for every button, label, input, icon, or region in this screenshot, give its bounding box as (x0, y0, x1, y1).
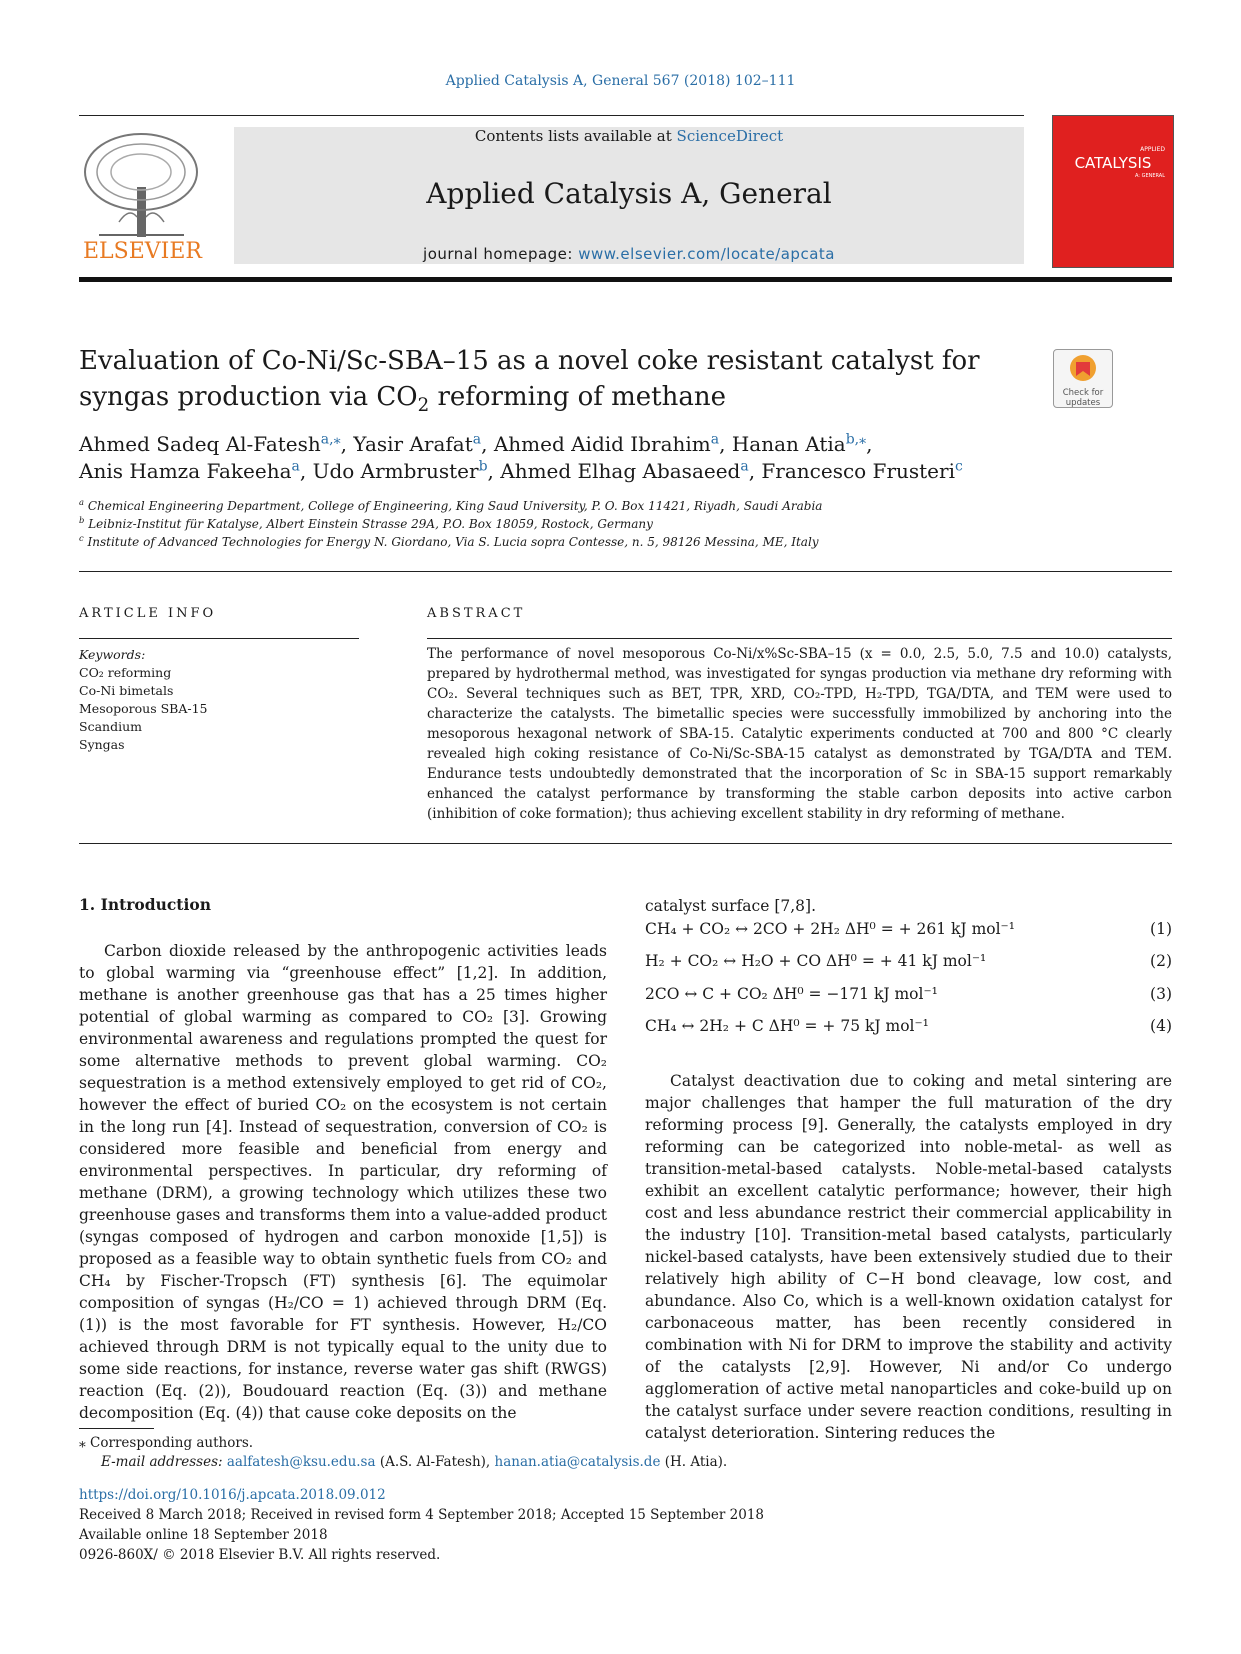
equation-body: 2CO ↔ C + CO₂ ΔH⁰ = −171 kJ mol⁻¹ (645, 985, 938, 1003)
journal-banner (234, 127, 1024, 264)
equation-row (645, 920, 1172, 942)
author-name: , (866, 432, 873, 456)
equation-body: CH₄ + CO₂ ↔ 2CO + 2H₂ ΔH⁰ = + 261 kJ mol⁻¹ (645, 920, 1015, 938)
title-text-2: reforming of methane (429, 382, 727, 412)
right-column-lead: catalyst surface [7,8]. (645, 897, 816, 915)
equation-body: CH₄ ↔ 2H₂ + C ΔH⁰ = + 75 kJ mol⁻¹ (645, 1017, 929, 1035)
email-line (101, 1453, 727, 1472)
author-line-2 (79, 458, 1079, 485)
keywords-block (79, 646, 359, 754)
author-list (79, 431, 1079, 485)
homepage-line (234, 245, 1024, 263)
journal-name: Applied Catalysis A, General (426, 177, 832, 210)
keywords-label: Keywords: (79, 647, 146, 662)
cover-title: CATALYSIS (1074, 154, 1152, 172)
received-dates: Received 8 March 2018; Received in revised form 4 September 2018; Accepted 15 September 2018 (79, 1507, 764, 1523)
author-name: , Francesco Frusteri (748, 459, 955, 483)
keyword-item: Syngas (79, 737, 125, 752)
title-subscript: 2 (417, 395, 430, 417)
email-name-2: (H. Atia). (660, 1454, 728, 1470)
journal-cover-image (1052, 115, 1174, 268)
contents-line (234, 127, 1024, 145)
author-name: , Udo Armbruster (299, 459, 479, 483)
email-label: E-mail addresses: (101, 1454, 227, 1470)
homepage-link[interactable]: www.elsevier.com/locate/apcata (578, 245, 835, 263)
author-line-1 (79, 431, 1079, 458)
contents-prefix: Contents lists available at (474, 127, 677, 145)
check-for-updates-button[interactable] (1053, 349, 1113, 408)
email-link-1[interactable]: aalfatesh@ksu.edu.sa (226, 1454, 376, 1470)
abstract-bottom-rule (79, 843, 1172, 844)
email-link-2[interactable]: hanan.atia@catalysis.de (494, 1454, 661, 1470)
affiliation-item (79, 497, 1079, 515)
keyword-item: CO₂ reforming (79, 665, 172, 680)
abstract-rule (427, 638, 1172, 639)
copyright: 0926-860X/ © 2018 Elsevier B.V. All rights reserved. (79, 1547, 441, 1563)
check-updates-icon (1054, 350, 1112, 384)
abstract-text: The performance of novel mesoporous Co-Ni/x%Sc-SBA–15 (x = 0.0, 2.5, 5.0, 7.5 and 10.0) catalysts, prepared by hydrothermal method, was investigated for syngas production via methane dry reforming with CO₂. Several techniques such as BET, TPR, XRD, CO₂-TPD, H₂-TPD, TGA/DTA, and TEM were used to characterize the catalysts. The bimetallic species were successfully immobilized by anchoring into the mesoporous hexagonal network of SBA-15. Catalytic experiments conducted at 700 and 800 °C clearly revealed high coking resistance of Co-Ni/Sc-SBA-15 catalyst as demonstrated by TGA/DTA and TEM. Endurance tests undoubtedly demonstrated that the incorporation of Sc in SBA-15 support remarkably enhanced the catalyst performance by transforming the stable carbon deposits into active carbon (inhibition of coke formation); thus achieving excellent stability in dry reforming of methane. (427, 646, 1172, 822)
sciencedirect-link[interactable]: ScienceDirect (676, 127, 784, 145)
check-badge-line2: updates (1065, 398, 1101, 408)
section-rule (79, 571, 1172, 572)
available-online: Available online 18 September 2018 (79, 1527, 328, 1543)
introduction-heading: 1. Introduction (79, 895, 211, 914)
title-text-1: Evaluation of Co-Ni/Sc-SBA–15 as a novel coke resistant catalyst for syngas production via CO (79, 346, 980, 412)
author-affiliation-mark[interactable]: c (954, 458, 963, 475)
affiliation-mark: a (79, 497, 84, 507)
author-affiliation-mark[interactable]: a (472, 431, 482, 448)
author-affiliation-mark[interactable]: a (291, 458, 300, 475)
check-badge-line1: Check for (1062, 388, 1104, 398)
affiliation-text: Institute of Advanced Technologies for Energy N. Giordano, Via S. Lucia sopra Contesse, n. 5, 98126 Messina, ME, Italy (83, 535, 819, 549)
equation-number: (2) (1150, 952, 1172, 970)
affiliation-text: Leibniz-Institut für Katalyse, Albert Einstein Strasse 29A, P.O. Box 18059, Rostock, Germany (84, 517, 653, 531)
header-thick-rule (79, 277, 1172, 282)
email-name-1: (A.S. Al-Fatesh), (375, 1454, 495, 1470)
header-rule (79, 115, 1024, 116)
article-title (79, 343, 1039, 415)
affiliation-text: Chemical Engineering Department, College of Engineering, King Saud University, P. O. Box 11421, Riyadh, Saudi Arabia (84, 499, 823, 513)
keyword-item: Scandium (79, 719, 142, 734)
affiliations (79, 497, 1079, 551)
abstract-heading: ABSTRACT (427, 606, 526, 621)
equation-row (645, 1017, 1172, 1039)
affiliation-item (79, 533, 1079, 551)
corresponding-note: ⁎ Corresponding authors. (79, 1435, 254, 1451)
cover-top-text: APPLIED (1140, 146, 1165, 153)
homepage-prefix: journal homepage: (423, 245, 579, 263)
right-column-body (645, 1070, 1172, 1444)
running-head[interactable]: Applied Catalysis A, General 567 (2018) 102–111 (445, 73, 796, 89)
footnote-rule (79, 1428, 154, 1429)
author-name: , Hanan Atia (719, 432, 846, 456)
article-info-heading: ARTICLE INFO (79, 606, 217, 621)
affiliation-mark: c (79, 533, 84, 543)
author-affiliation-mark[interactable]: b,⁎ (845, 431, 867, 448)
cover-sub-text: A: GENERAL (1134, 173, 1165, 179)
author-name: , Ahmed Aidid Ibrahim (481, 432, 711, 456)
equation-number: (4) (1150, 1017, 1172, 1035)
keyword-item: Co-Ni bimetals (79, 683, 174, 698)
doi-link[interactable]: https://doi.org/10.1016/j.apcata.2018.09.012 (79, 1487, 386, 1503)
elsevier-logo (79, 127, 206, 265)
author-name: , Yasir Arafat (340, 432, 473, 456)
elsevier-wordmark: ELSEVIER (82, 239, 202, 264)
affiliation-item (79, 515, 1079, 533)
keyword-item: Mesoporous SBA-15 (79, 701, 208, 716)
intro-paragraph: Carbon dioxide released by the anthropogenic activities leads to global warming via “greenhouse effect” [1,2]. In addition, methane is another greenhouse gas that has a 25 times higher potential of global warming as compared to CO₂ [3]. Growing environmental awareness and regulations prompted the quest for some alternative methods to prevent global warming. CO₂ sequestration is a method extensively employed to get rid of CO₂, however the effect of buried CO₂ on the ecosystem is not certain in the long run [4]. Instead of sequestration, conversion of CO₂ is considered more feasible and beneficial from energy and environmental perspectives. In particular, dry reforming of methane (DRM), a growing technology which utilizes these two greenhouse gases and transforms them into a value-added product (syngas composed of hydrogen and carbon monoxide [1,5]) is proposed as a feasible way to obtain synthetic fuels from CO₂ and CH₄ by Fischer-Tropsch (FT) synthesis [6]. The equimolar composition of syngas (H₂/CO = 1) achieved through DRM (Eq. (1)) is the most favorable for FT synthesis. However, H₂/CO achieved through DRM is not typically equal to the unity due to some side reactions, for instance, reverse water gas shift (RWGS) reaction (Eq. (2)), Boudouard reaction (Eq. (3)) and methane decomposition (Eq. (4)) that cause coke deposits on the (79, 942, 607, 1422)
author-affiliation-mark[interactable]: b (478, 458, 488, 475)
author-name: Ahmed Sadeq Al-Fatesh (79, 432, 321, 456)
equation-row (645, 952, 1172, 974)
equation-row (645, 985, 1172, 1007)
author-affiliation-mark[interactable]: a (740, 458, 749, 475)
author-affiliation-mark[interactable]: a,⁎ (320, 431, 341, 448)
keywords-list (79, 664, 359, 754)
author-name: , Ahmed Elhag Abasaeed (487, 459, 741, 483)
affiliation-mark: b (79, 515, 85, 525)
equation-number: (1) (1150, 920, 1172, 938)
author-affiliation-mark[interactable]: a (710, 431, 720, 448)
right-paragraph: Catalyst deactivation due to coking and metal sintering are major challenges that hamper the full maturation of the dry reforming process [9]. Generally, the catalysts employed in dry reforming can be categorized into noble-metal- as well as transition-metal-based catalysts. Noble-metal-based catalysts exhibit an excellent catalytic performance; however, their high cost and less abundance restrict their commercial applicability in the industry [10]. Transition-metal based catalysts, particularly nickel-based catalysts, have been extensively studied due to their relatively high ability of C−H bond cleavage, low cost, and abundance. Also Co, which is a well-known oxidation catalyst for carbonaceous matter, has been recently considered in combination with Ni for DRM to improve the stability and activity of the catalysts [2,9]. However, Ni and/or Co undergo agglomeration of active metal nanoparticles and coke-build up on the catalyst surface under severe reaction conditions, resulting in catalyst deterioration. Sintering reduces the (645, 1072, 1172, 1442)
equation-number: (3) (1150, 985, 1172, 1003)
equation-body: H₂ + CO₂ ↔ H₂O + CO ΔH⁰ = + 41 kJ mol⁻¹ (645, 952, 987, 970)
intro-left-column (79, 940, 607, 1424)
author-name: Anis Hamza Fakeeha (79, 459, 292, 483)
article-info-rule (79, 638, 359, 639)
